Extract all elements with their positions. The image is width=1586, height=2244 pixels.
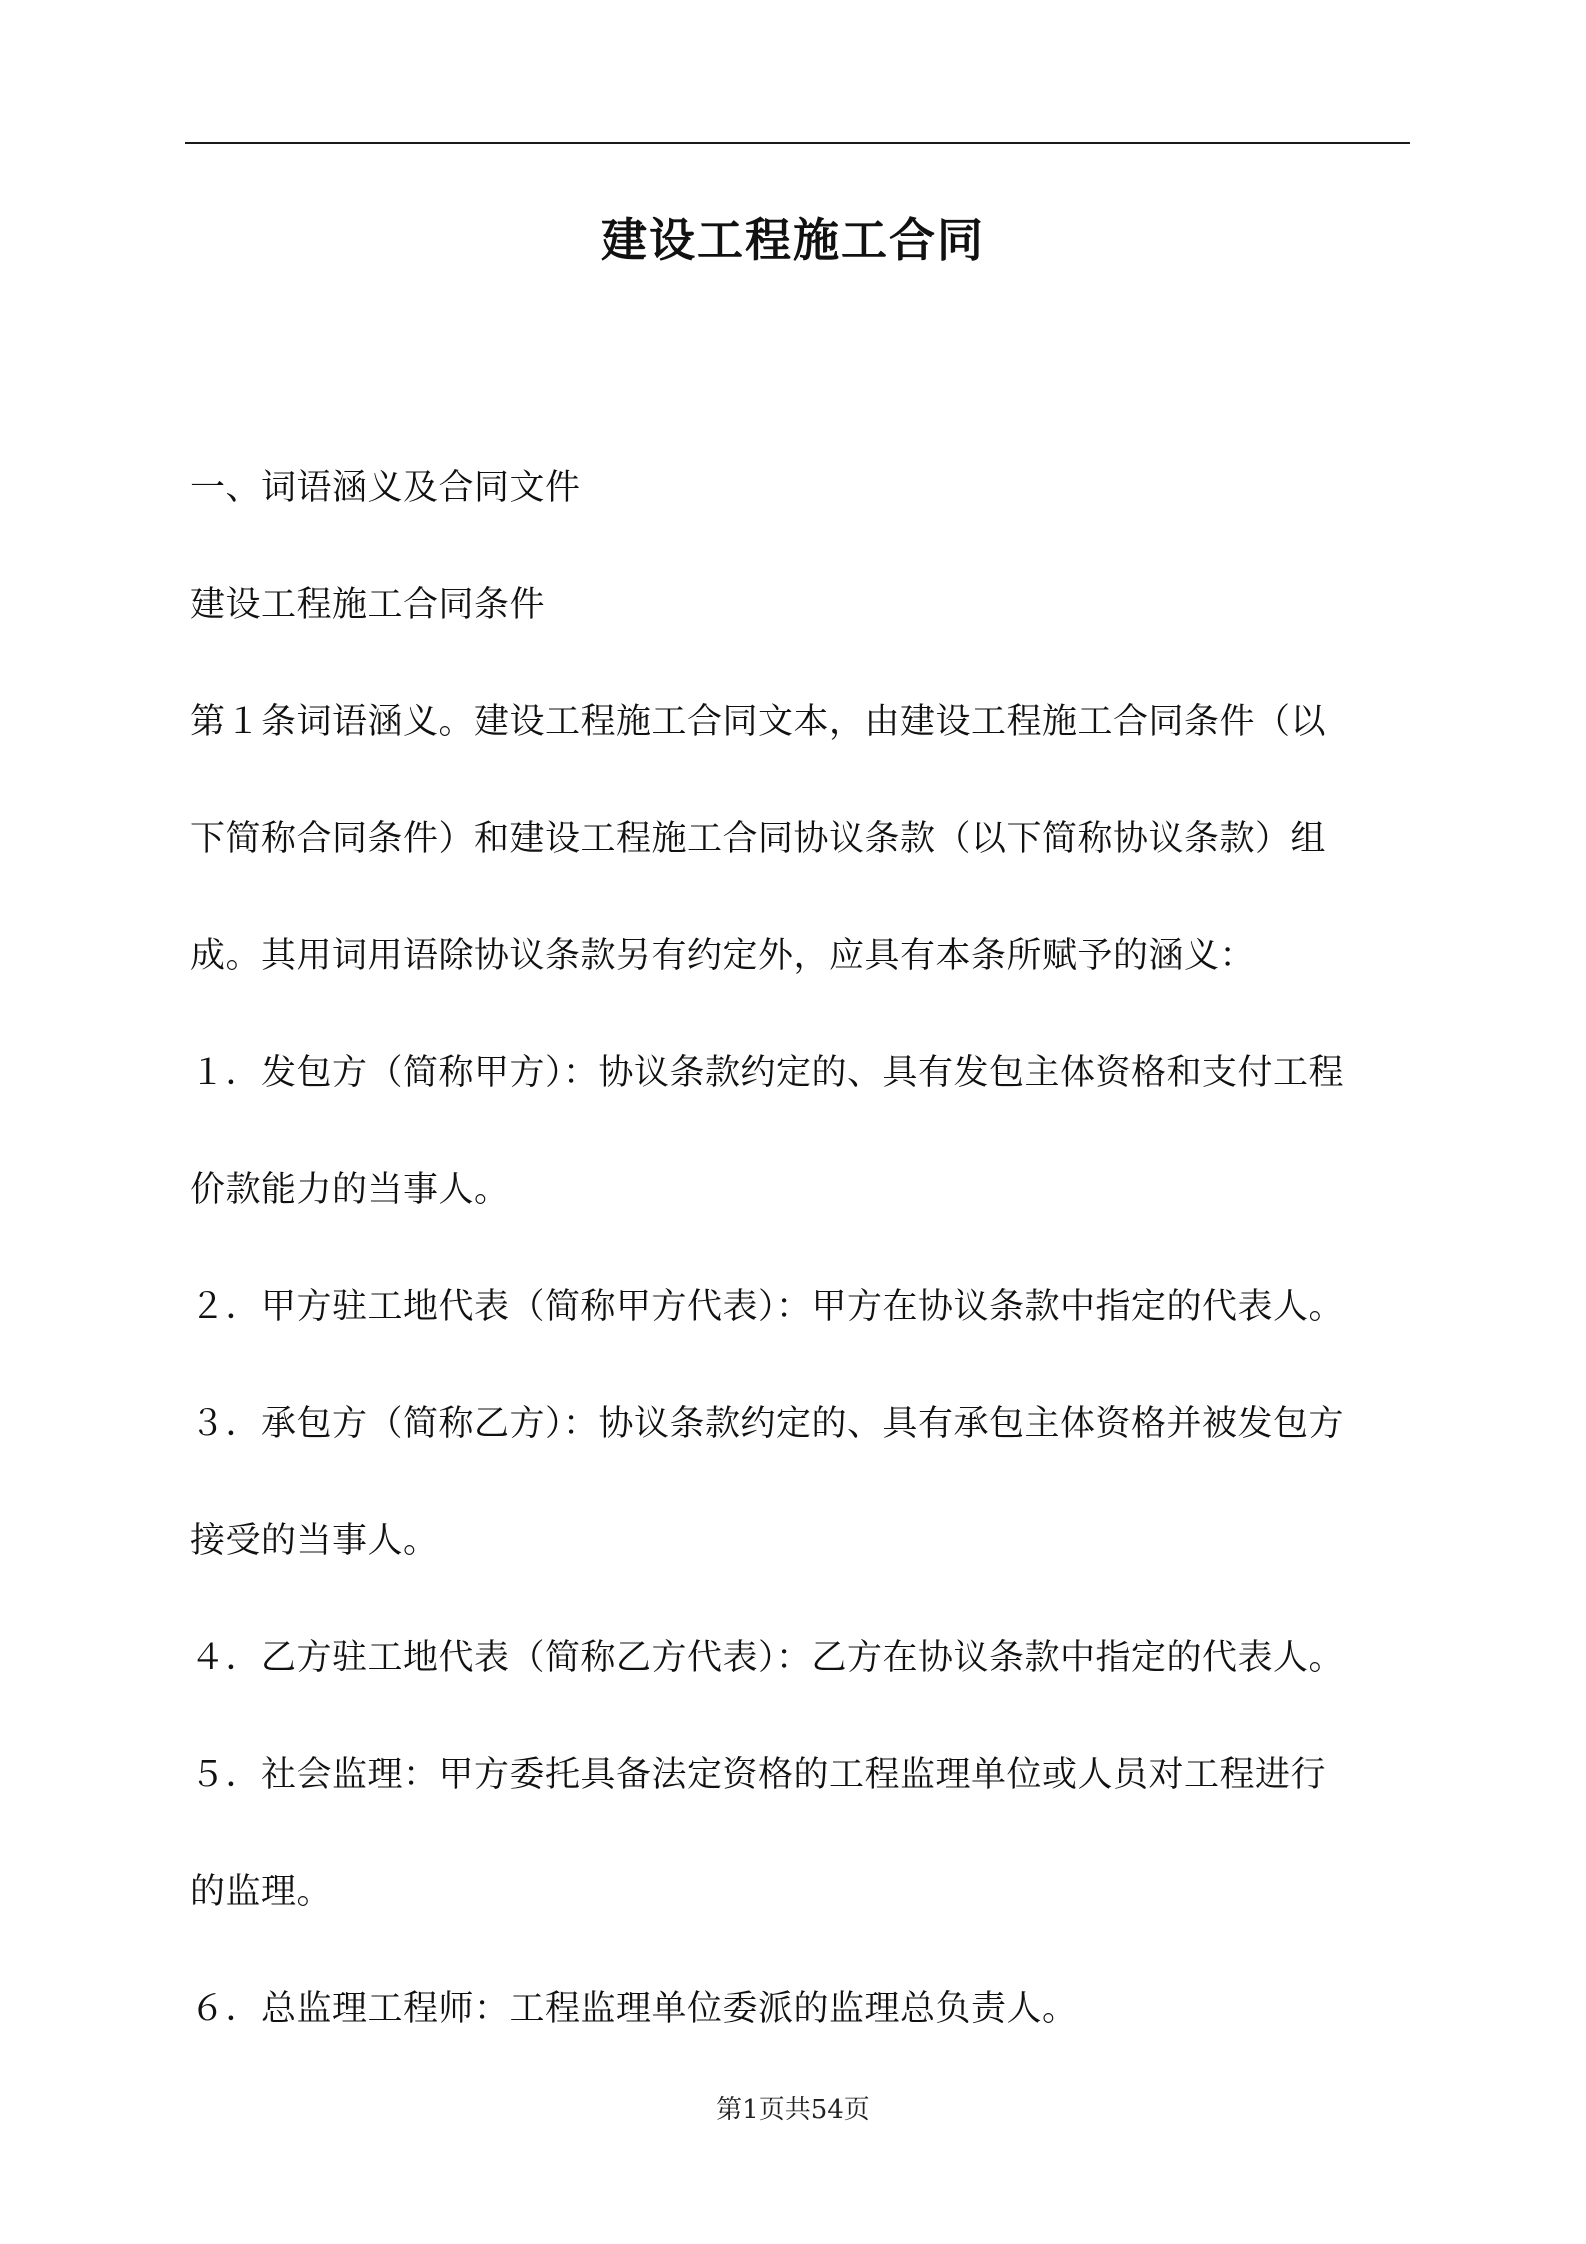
list-item-1-continued: 价款能力的当事人。 — [190, 1170, 510, 1210]
list-item-3-continued: 接受的当事人。 — [190, 1521, 439, 1561]
list-item-5-continued: 的监理。 — [190, 1872, 333, 1912]
paragraph-line: 下简称合同条件）和建设工程施工合同协议条款（以下简称协议条款）组 — [190, 819, 1327, 859]
section-heading: 一、词语涵义及合同文件 — [190, 468, 581, 508]
list-item-4: ４．乙方驻工地代表（简称乙方代表）：乙方在协议条款中指定的代表人。 — [190, 1638, 1345, 1678]
paragraph-line: 成。其用词用语除协议条款另有约定外，应具有本条所赋予的涵义： — [190, 936, 1256, 976]
document-title: 建设工程施工合同 — [601, 213, 985, 267]
subsection-heading: 建设工程施工合同条件 — [190, 585, 546, 625]
paragraph-line: 第１条词语涵义。建设工程施工合同文本，由建设工程施工合同条件（以 — [190, 702, 1327, 742]
page-footer: 第1页共54页 — [716, 2095, 870, 2125]
list-item-6: ６．总监理工程师：工程监理单位委派的监理总负责人。 — [190, 1989, 1078, 2029]
list-item-2: ２．甲方驻工地代表（简称甲方代表）：甲方在协议条款中指定的代表人。 — [190, 1287, 1345, 1327]
header-rule — [185, 142, 1410, 144]
list-item-3: ３．承包方（简称乙方）：协议条款约定的、具有承包主体资格并被发包方 — [190, 1404, 1345, 1444]
list-item-1: １．发包方（简称甲方）：协议条款约定的、具有发包主体资格和支付工程 — [190, 1053, 1345, 1093]
list-item-5: ５．社会监理：甲方委托具备法定资格的工程监理单位或人员对工程进行 — [190, 1755, 1327, 1795]
document-body — [190, 430, 1410, 2068]
